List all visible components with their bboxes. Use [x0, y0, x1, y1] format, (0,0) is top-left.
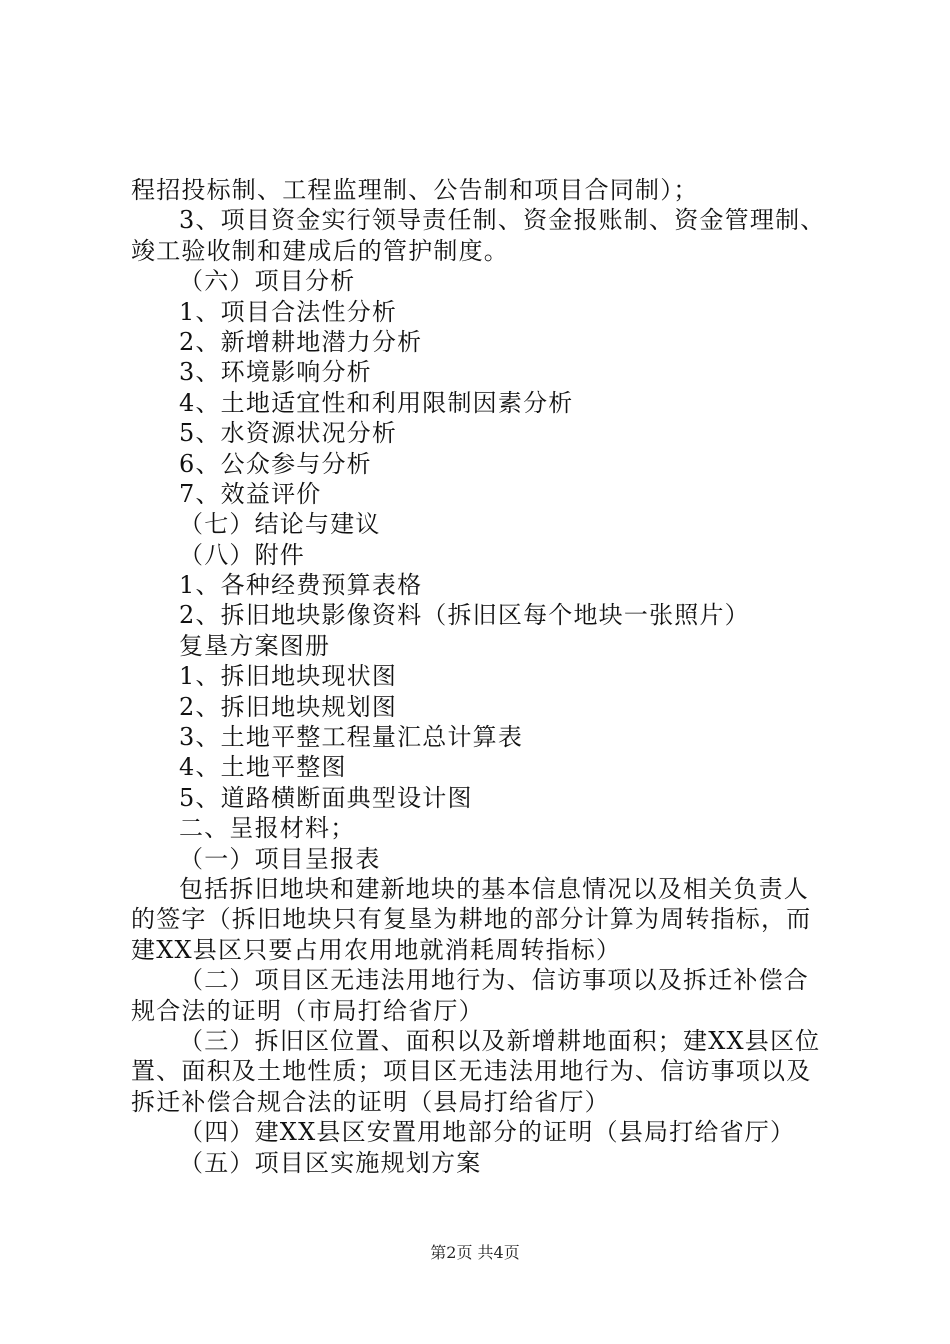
text-line: 拆迁补偿合规合法的证明（县局打给省厅） — [131, 1087, 610, 1116]
text-line: （二）项目区无违法用地行为、信访事项以及拆迁补偿合 — [179, 966, 809, 995]
text-line: 包括拆旧地块和建新地块的基本信息情况以及相关负责人 — [179, 874, 809, 903]
section-heading: （七）结论与建议 — [179, 510, 381, 539]
text-line: （四）建XX县区安置用地部分的证明（县局打给省厅） — [179, 1118, 796, 1147]
list-item: 5、道路横断面典型设计图 — [179, 783, 473, 812]
list-item: 1、拆旧地块现状图 — [179, 662, 398, 691]
list-item: 4、土地平整图 — [179, 753, 347, 782]
list-item: 2、拆旧地块影像资料（拆旧区每个地块一张照片） — [179, 601, 750, 630]
text-line: 3、项目资金实行领导责任制、资金报账制、资金管理制、 — [179, 206, 826, 235]
text-line: 的签字（拆旧地块只有复垦为耕地的部分计算为周转指标，而 — [131, 905, 812, 934]
list-item: 5、水资源状况分析 — [179, 419, 398, 448]
section-heading: （八）附件 — [179, 540, 305, 569]
list-item: 2、拆旧地块规划图 — [179, 692, 398, 721]
text-line: （三）拆旧区位置、面积以及新增耕地面积；建XX县区位 — [179, 1026, 821, 1055]
text-line: 程招投标制、工程监理制、公告制和项目合同制）； — [131, 176, 699, 204]
list-item: 3、土地平整工程量汇总计算表 — [179, 723, 524, 752]
list-item: 1、项目合法性分析 — [179, 297, 398, 326]
text-line: 置、面积及土地性质；项目区无违法用地行为、信访事项以及 — [131, 1057, 812, 1086]
list-item: 3、环境影响分析 — [179, 358, 372, 387]
list-item: 6、公众参与分析 — [179, 449, 372, 478]
page-number: 第2页 共4页 — [430, 1243, 520, 1262]
list-item: 2、新增耕地潜力分析 — [179, 327, 423, 356]
subsection-heading: 复垦方案图册 — [179, 631, 331, 660]
text-line: （五）项目区实施规划方案 — [179, 1148, 482, 1177]
text-line: 建XX县区只要占用农用地就消耗周转指标） — [131, 935, 622, 964]
list-item: 1、各种经费预算表格 — [179, 571, 423, 600]
section-heading: 二、呈报材料； — [179, 814, 356, 843]
text-line: 规合法的证明（市局打给省厅） — [131, 996, 484, 1025]
document-body — [131, 175, 831, 1178]
list-item: 7、效益评价 — [179, 479, 322, 508]
list-item: 4、土地适宜性和利用限制因素分析 — [179, 388, 574, 417]
section-heading: （一）项目呈报表 — [179, 844, 381, 873]
text-line: 竣工验收制和建成后的管护制度。 — [131, 236, 509, 265]
section-heading: （六）项目分析 — [179, 267, 356, 296]
